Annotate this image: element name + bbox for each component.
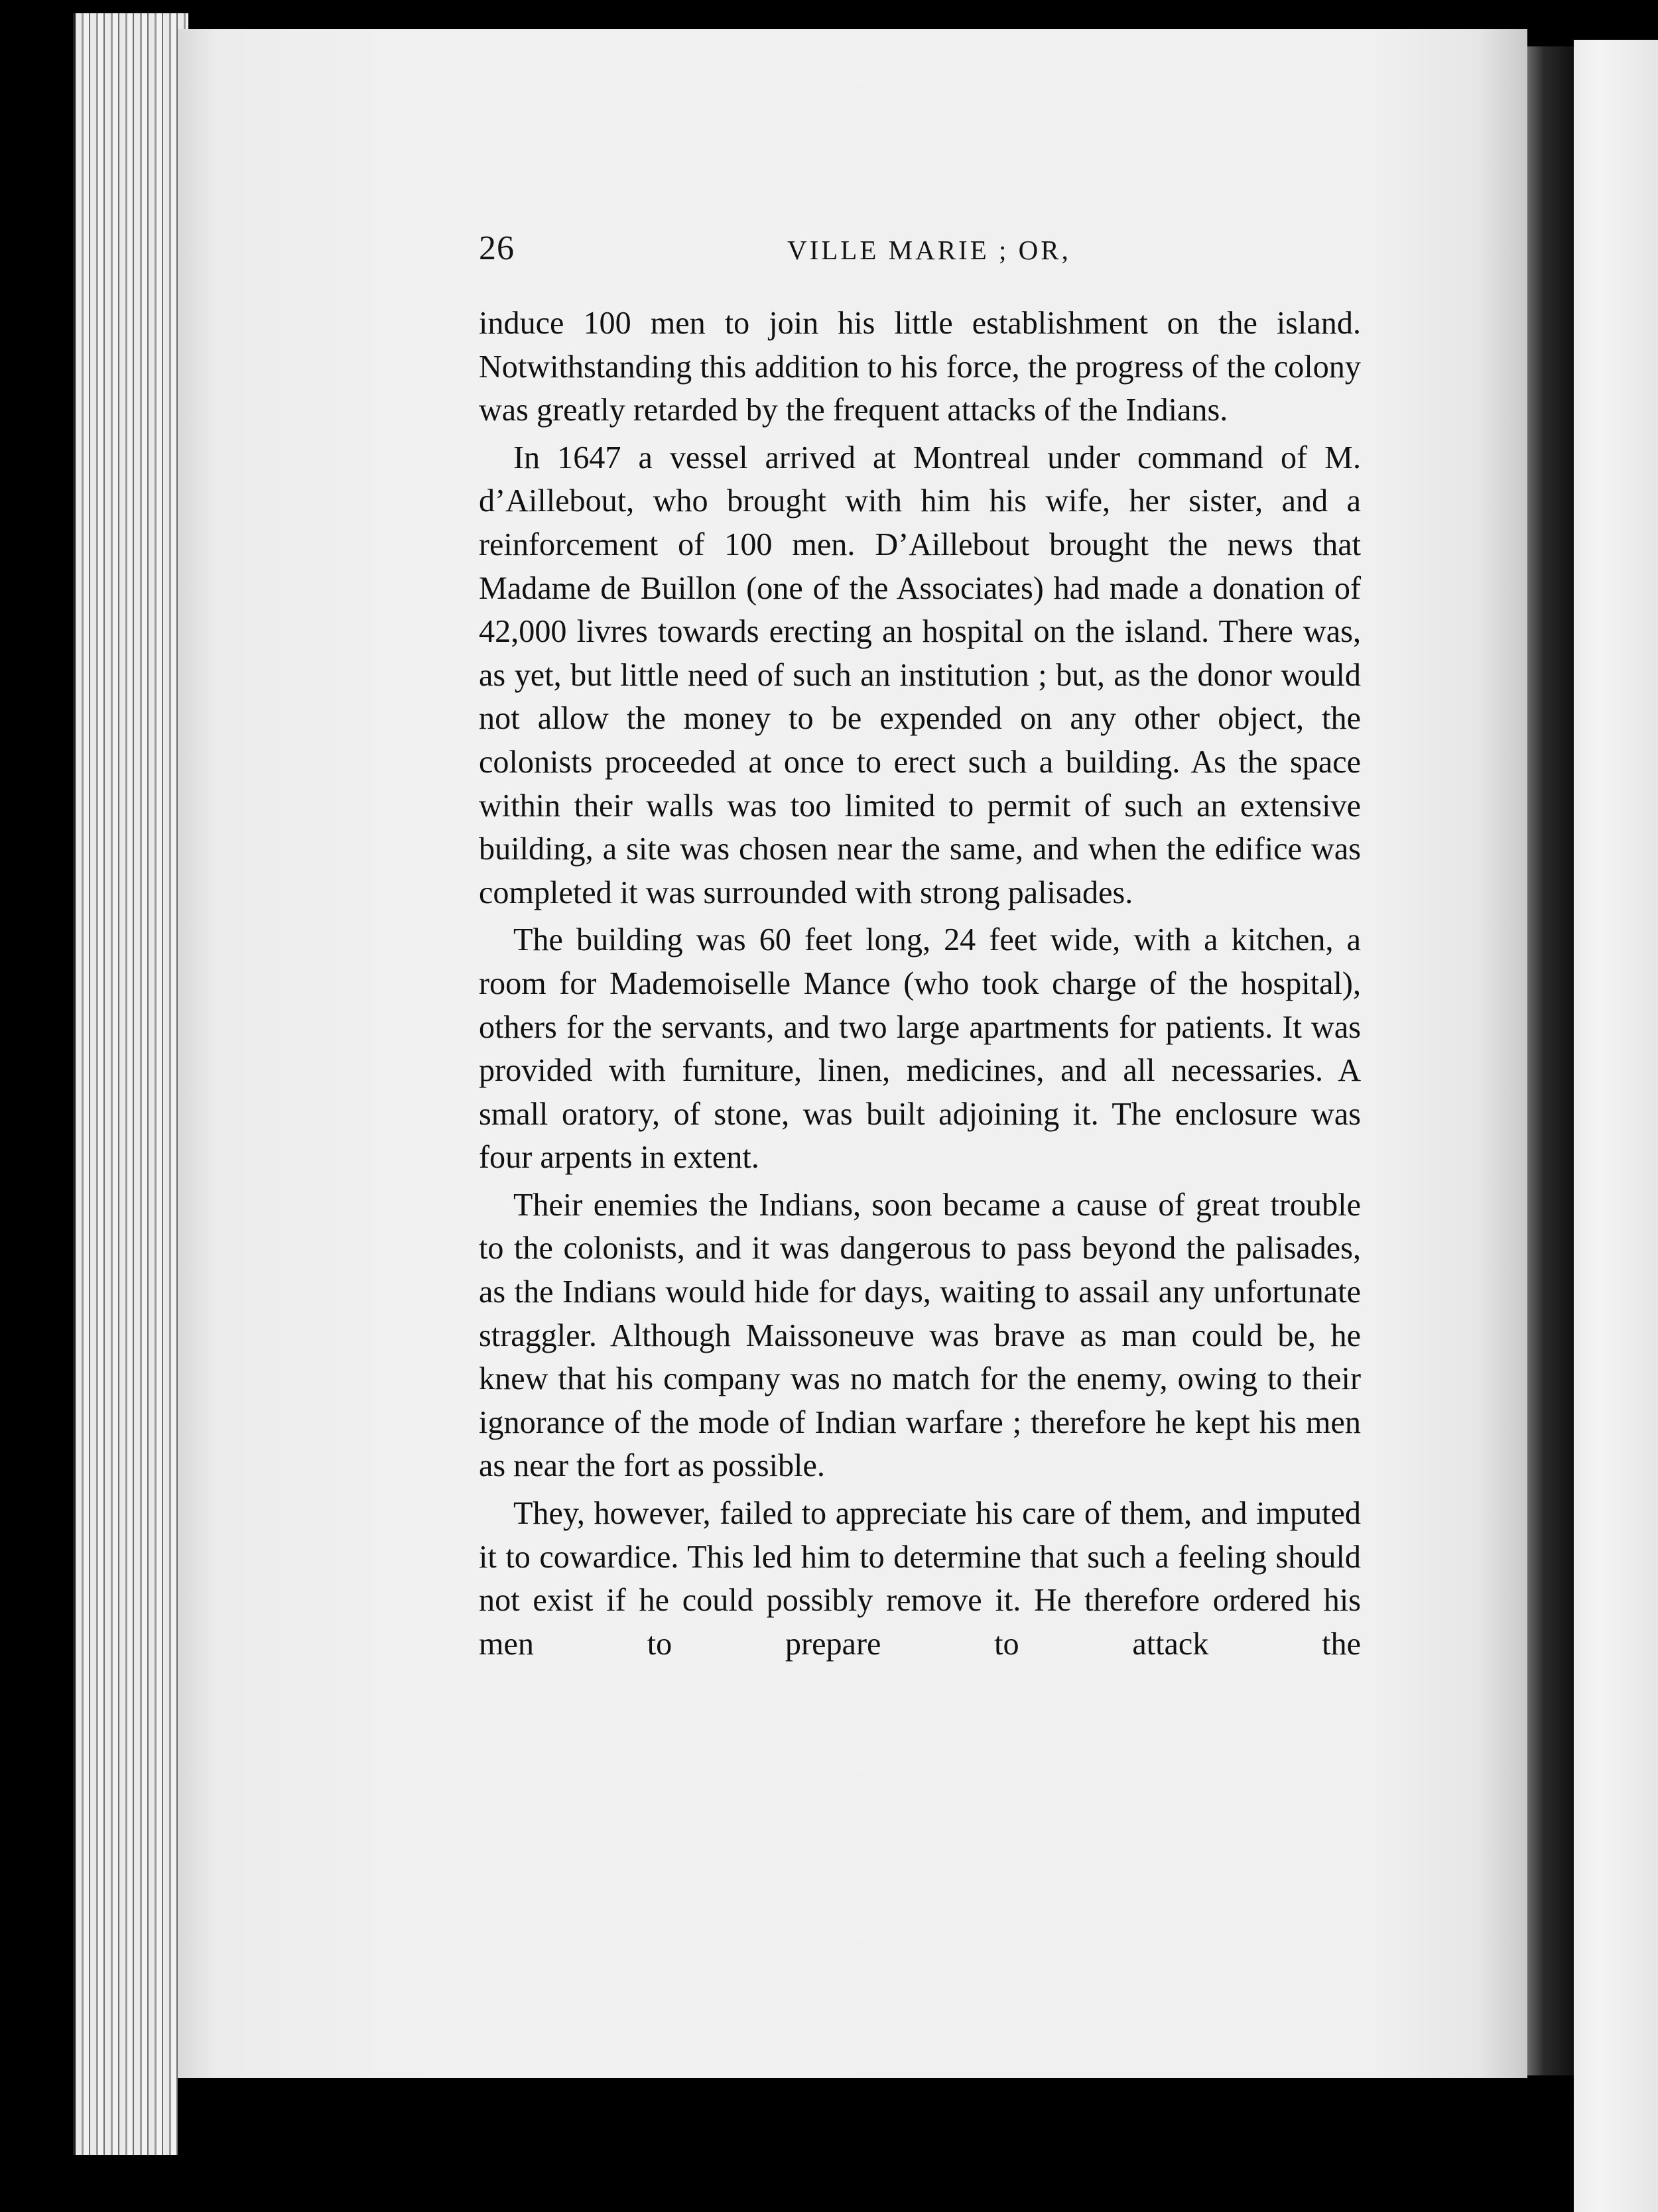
paragraph: The building was 60 feet long, 24 feet wide, with a kitchen, a room for Mademoiselle Mance (who took charge of the hospital), others for the servants, and two large apartments for patients. It was provided with furniture, linen, medicines, and all necessaries. A small oratory, of stone, was built adjoining it. The enclosure was four arpents in extent. (479, 922, 1361, 1176)
running-title: VILLE MARIE ; OR, (787, 235, 1071, 265)
paragraph: In 1647 a vessel arrived at Montreal under command of M. d’Aillebout, who brought with him his wife, her sister, and a reinforcement of 100 men. D’Aillebout brought the news that Madame de Buillon (one of the Associates) had made a donation of 42,000 livres towards erecting an hospital on the island. There was, as yet, but little need of such an institution ; but, as the donor would not allow the money to be expended on any other object, the colonists proceeded at once to erect such a building. As the space within their walls was too limited to permit of such an extensive building, a site was chosen near the same, and when the edifice was completed it was surrounded with strong palisades. (479, 440, 1361, 910)
binding-gutter (1527, 46, 1574, 2075)
bottom-margin-shadow (178, 2078, 1527, 2212)
paragraph: induce 100 men to join his little establishment on the island. Notwithstanding this addition to his force, the progress of the colony was greatly retarded by the frequent attacks of the Indians. (479, 306, 1361, 428)
body-text (479, 302, 1361, 1670)
paragraph: They, however, failed to appreciate his care of them, and imputed it to cowardice. This led him to determine that such a feeling should not exist if he could possibly remove it. He therefore ordered his men to prepare to attack the (479, 1496, 1361, 1662)
page-number: 26 (479, 229, 515, 267)
facing-page-edge (1574, 40, 1658, 2212)
page-edges (73, 13, 188, 2155)
paragraph: Their enemies the Indians, soon became a cause of great trouble to the colonists, and it was dangerous to pass beyond the palisades, as the Indians would hide for days, waiting to assail any unfortunate straggler. Although Maissoneuve was brave as man could be, he knew that his company was no match for the enemy, owing to their ignorance of the mode of Indian warfare ; therefore he kept his men as near the fort as possible. (479, 1187, 1361, 1484)
